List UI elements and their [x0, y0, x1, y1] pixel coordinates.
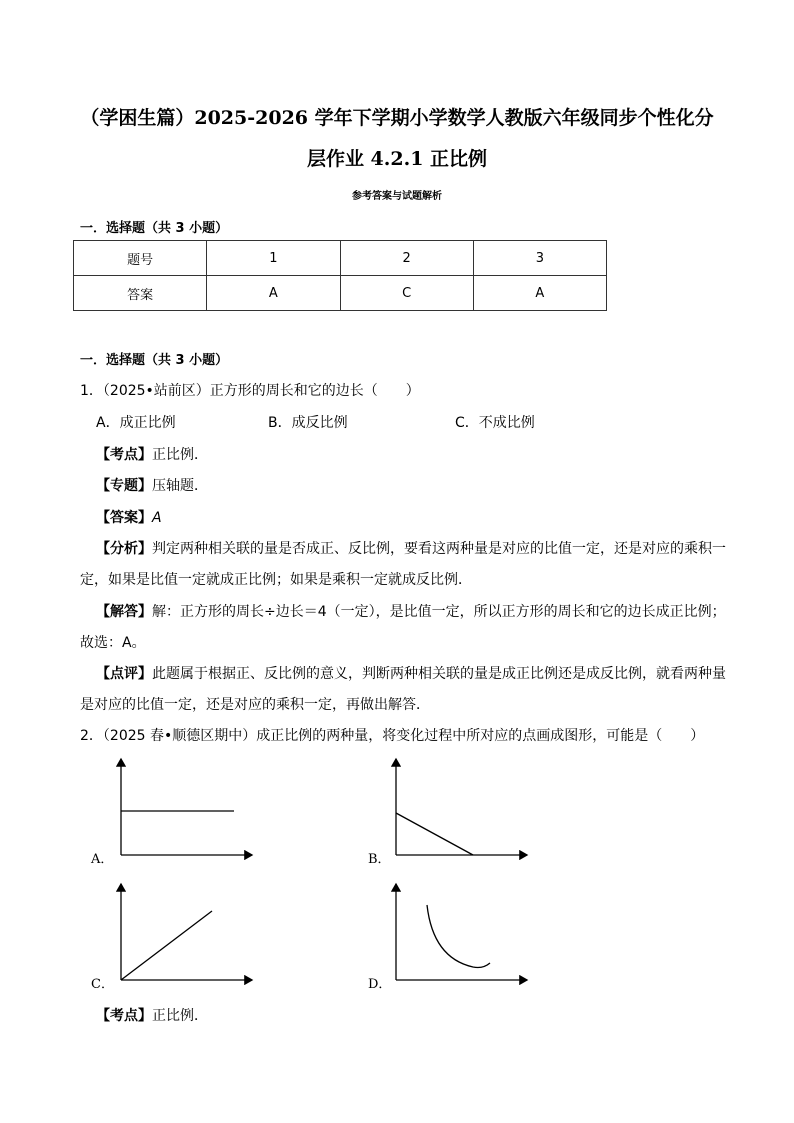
- document-title-line-1: （学困生篇）2025-2026 学年下学期小学数学人教版六年级同步个性化分: [80, 107, 714, 129]
- increasing-line: [121, 911, 212, 980]
- q1-solution-line-1: [96, 601, 726, 621]
- decreasing-line: [396, 813, 473, 855]
- solution-tag: 【解答】: [96, 604, 152, 620]
- option-b-graph: [385, 755, 535, 865]
- q1-solution-line-2: 故选：A。: [80, 635, 146, 651]
- table-cell: 2: [340, 241, 473, 276]
- section-heading-2: 一．选择题（共 3 小题）: [80, 353, 229, 368]
- analysis-text: 判定两种相关联的量是否成正、反比例，要看这两种量是对应的比值一定，还是对应的乘积一: [152, 541, 726, 557]
- section-heading-1: 一．选择题（共 3 小题）: [80, 221, 229, 236]
- kaodian-text: 正比例．: [152, 447, 208, 463]
- option-c-graph: [110, 880, 260, 990]
- question-1-option-a: A．成正比例: [96, 415, 176, 431]
- comment-tag: 【点评】: [96, 666, 152, 682]
- q1-analysis-line-2: 定，如果是比值一定就成正比例；如果是乘积一定就成反比例．: [80, 572, 472, 588]
- option-a-graph: [110, 755, 260, 865]
- hyperbola-curve: [427, 905, 490, 968]
- table-cell: 3: [473, 241, 606, 276]
- table-cell: 1: [207, 241, 340, 276]
- question-1-option-c: C．不成比例: [455, 415, 535, 431]
- kaodian-text: 正比例．: [152, 1008, 208, 1024]
- table-cell: A: [473, 276, 606, 311]
- zhuanti-text: 压轴题．: [152, 478, 208, 494]
- q1-zhuanti: [96, 475, 208, 495]
- table-row: [74, 276, 607, 311]
- table-cell: C: [340, 276, 473, 311]
- option-a-label: A．: [91, 852, 114, 867]
- question-1-option-b: B．成反比例: [268, 415, 348, 431]
- q1-kaodian: [96, 444, 208, 464]
- option-c-label: C．: [91, 977, 114, 992]
- table-row: [74, 241, 607, 276]
- kaodian-tag: 【考点】: [96, 447, 152, 463]
- question-2-stem: 2．（2025 春•顺德区期中）成正比例的两种量，将变化过程中所对应的点画成图形，可能是（ ）: [80, 728, 705, 744]
- kaodian-tag: 【考点】: [96, 1008, 152, 1024]
- analysis-tag: 【分析】: [96, 541, 152, 557]
- solution-text: 解：正方形的周长÷边长＝4（一定），是比值一定，所以正方形的周长和它的边长成正比例；: [152, 604, 726, 620]
- table-cell: 题号: [74, 241, 207, 276]
- option-d-graph: [385, 880, 535, 990]
- comment-text: 此题属于根据正、反比例的意义，判断两种相关联的量是成正比例还是成反比例，就看两种量: [152, 666, 726, 682]
- q1-answer: [96, 507, 162, 527]
- option-d-label: D．: [368, 977, 392, 992]
- q1-analysis-line-1: [96, 538, 726, 558]
- q2-kaodian: [96, 1005, 208, 1025]
- q1-comment-line-1: [96, 663, 726, 683]
- answer-text: A: [152, 510, 162, 526]
- table-cell: 答案: [74, 276, 207, 311]
- question-1-stem: 1．（2025•站前区）正方形的周长和它的边长（ ）: [80, 383, 420, 399]
- zhuanti-tag: 【专题】: [96, 478, 152, 494]
- document-title-line-2: 层作业 4.2.1 正比例: [306, 148, 488, 170]
- q1-comment-line-2: 是对应的比值一定，还是对应的乘积一定，再做出解答．: [80, 697, 430, 713]
- option-b-label: B．: [368, 852, 391, 867]
- document-subtitle: 参考答案与试题解析: [352, 191, 442, 202]
- answer-tag: 【答案】: [96, 510, 152, 526]
- answer-table: [73, 240, 607, 311]
- table-cell: A: [207, 276, 340, 311]
